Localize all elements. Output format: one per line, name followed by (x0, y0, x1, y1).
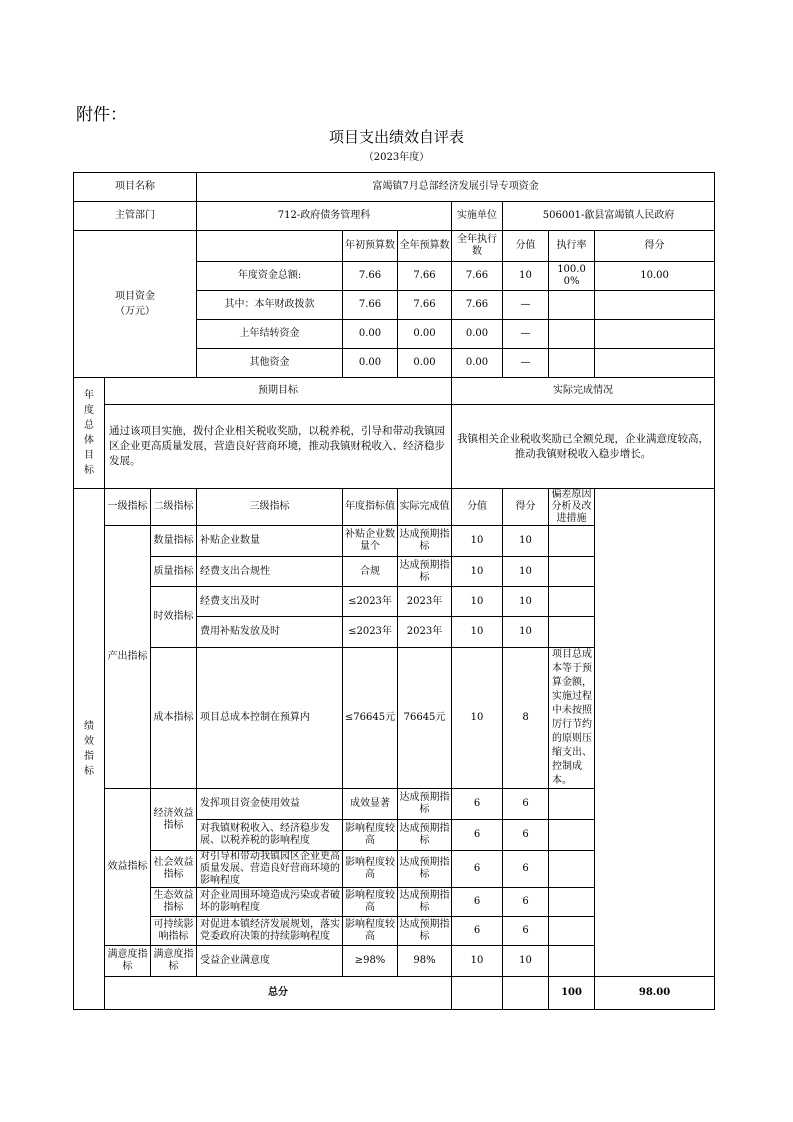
got-cell: 6 (503, 789, 549, 820)
dept-label: 主管部门 (74, 202, 197, 231)
actual-cell: 2023年 (398, 587, 452, 617)
funds-row-label: 上年结转资金 (197, 320, 343, 349)
actual-cell: 达成预期指标 (398, 888, 452, 917)
funds-row-label: 年度资金总额: (197, 262, 343, 291)
funds-header: 全年预算数 (398, 231, 452, 262)
dept-value: 712-政府债务管理科 (197, 202, 452, 231)
score-cell: 6 (452, 888, 503, 917)
l3-cell: 受益企业满意度 (197, 946, 343, 977)
project-name: 富竭镇7月总部经济发展引导专项资金 (197, 173, 715, 202)
l2-quantity: 数量指标 (151, 526, 197, 557)
attachment-label: 附件： (76, 105, 127, 125)
score-cell: 6 (452, 917, 503, 946)
funds-header: 全年执行数 (452, 231, 503, 262)
ind-header: 一级指标 (105, 489, 151, 526)
ind-header: 实际完成值 (398, 489, 452, 526)
funds-header: 得分 (595, 231, 715, 262)
reason-cell (549, 617, 595, 648)
got-cell: 6 (503, 888, 549, 917)
score-cell: 6 (452, 820, 503, 851)
l2-eco: 生态效益指标 (151, 888, 197, 917)
target-cell: 影响程度较高 (343, 820, 398, 851)
total-blank (452, 977, 503, 1010)
target-cell: 合规 (343, 557, 398, 587)
l2-satisfaction: 满意度指标 (151, 946, 197, 977)
got-cell: 6 (503, 820, 549, 851)
funds-cell: 100.00% (549, 262, 595, 291)
year-label: （2023年度） (363, 152, 430, 163)
total-got: 98.00 (595, 977, 715, 1010)
funds-cell: 0.00 (398, 320, 452, 349)
got-cell: 10 (503, 587, 549, 617)
l3-cell: 费用补贴发放及时 (197, 617, 343, 648)
actual-cell: 76645元 (398, 648, 452, 789)
funds-cell (549, 291, 595, 320)
reason-cell (549, 587, 595, 617)
target-cell: 补贴企业数量个 (343, 526, 398, 557)
funds-cell: — (503, 320, 549, 349)
score-cell: 6 (452, 789, 503, 820)
l3-cell: 经费支出合规性 (197, 557, 343, 587)
funds-header: 年初预算数 (343, 231, 398, 262)
funds-cell: 7.66 (343, 262, 398, 291)
target-cell: ≥98% (343, 946, 398, 977)
actual-cell: 达成预期指标 (398, 917, 452, 946)
total-blank (503, 977, 549, 1010)
funds-cell (595, 349, 715, 378)
ind-header: 得分 (503, 489, 549, 526)
got-cell: 10 (503, 946, 549, 977)
funds-row-label: 其中：本年财政拨款 (197, 291, 343, 320)
actual-cell: 98% (398, 946, 452, 977)
score-cell: 10 (452, 648, 503, 789)
goals-label: 年度总体目标 (74, 378, 105, 489)
ind-header: 分值 (452, 489, 503, 526)
funds-cell: 0.00 (343, 349, 398, 378)
funds-row-label: 其他资金 (197, 349, 343, 378)
funds-cell: 10 (503, 262, 549, 291)
reason-cell (549, 789, 595, 820)
l3-cell: 项目总成本控制在预算内 (197, 648, 343, 789)
indicators-label: 绩效指标 (74, 489, 105, 1010)
actual-result-text: 我镇相关企业税收奖励已全额兑现，企业满意度较高，推动我镇财税收入稳步增长。 (452, 405, 715, 489)
funds-cell: 7.66 (343, 291, 398, 320)
got-cell: 6 (503, 917, 549, 946)
self-evaluation-table (73, 172, 715, 1010)
reason-cell (549, 946, 595, 977)
ind-header: 偏差原因分析及改进措施 (549, 489, 595, 526)
score-cell: 10 (452, 946, 503, 977)
funds-cell: — (503, 349, 549, 378)
score-cell: 10 (452, 526, 503, 557)
l3-cell: 对引导和带动我镇园区企业更高质量发展、营造良好营商环境的影响程度 (197, 851, 343, 888)
score-cell: 10 (452, 617, 503, 648)
ind-header: 年度指标值 (343, 489, 398, 526)
got-cell: 10 (503, 526, 549, 557)
funds-header: 执行率 (549, 231, 595, 262)
page-title: 项目支出绩效自评表 (328, 128, 464, 146)
target-cell: ≤2023年 (343, 617, 398, 648)
target-cell: 影响程度较高 (343, 888, 398, 917)
funds-cell: 7.66 (398, 262, 452, 291)
l2-cost: 成本指标 (151, 648, 197, 789)
l2-economic: 经济效益指标 (151, 789, 197, 851)
expected-goal-text: 通过该项目实施，拨付企业相关税收奖励，以税养税，引导和带动我镇园区企业更高质量发展，营造良好营商环境，推动我镇财税收入、经济稳步发展。 (105, 405, 452, 489)
total-label: 总分 (105, 977, 452, 1010)
ind-header: 二级指标 (151, 489, 197, 526)
l2-time: 时效指标 (151, 587, 197, 648)
target-cell: 影响程度较高 (343, 917, 398, 946)
reason-cell (549, 557, 595, 587)
target-cell: ≤76645元 (343, 648, 398, 789)
project-name-label: 项目名称 (74, 173, 197, 202)
actual-cell: 达成预期指标 (398, 526, 452, 557)
actual-cell: 2023年 (398, 617, 452, 648)
funds-cell (549, 349, 595, 378)
funds-cell (595, 320, 715, 349)
funds-header: 分值 (503, 231, 549, 262)
l1-output: 产出指标 (105, 526, 151, 789)
funds-cell: 0.00 (343, 320, 398, 349)
reason-cell (549, 820, 595, 851)
funds-header-blank (197, 231, 343, 262)
actual-result-header: 实际完成情况 (452, 378, 715, 405)
l3-cell: 经费支出及时 (197, 587, 343, 617)
l3-cell: 补贴企业数量 (197, 526, 343, 557)
funds-cell: 0.00 (452, 320, 503, 349)
ind-header: 三级指标 (197, 489, 343, 526)
target-cell: 影响程度较高 (343, 851, 398, 888)
l3-cell: 对企业周围环境造成污染或者破坏的影响程度 (197, 888, 343, 917)
funds-cell: 0.00 (398, 349, 452, 378)
funds-cell: — (503, 291, 549, 320)
reason-cell (549, 917, 595, 946)
actual-cell: 达成预期指标 (398, 789, 452, 820)
l3-cell: 发挥项目资金使用效益 (197, 789, 343, 820)
actual-cell: 达成预期指标 (398, 851, 452, 888)
actual-cell: 达成预期指标 (398, 557, 452, 587)
impl-label: 实施单位 (452, 202, 503, 231)
l2-social: 社会效益指标 (151, 851, 197, 888)
funds-cell: 10.00 (595, 262, 715, 291)
l1-satisfaction: 满意度指标 (105, 946, 151, 977)
funds-cell: 0.00 (452, 349, 503, 378)
got-cell: 6 (503, 851, 549, 888)
funds-cell (549, 320, 595, 349)
got-cell: 8 (503, 648, 549, 789)
reason-cell: 项目总成本等于预算金额，实施过程中未按照厉行节约的原则压缩支出、控制成本。 (549, 648, 595, 789)
funds-cell (595, 291, 715, 320)
score-cell: 6 (452, 851, 503, 888)
expected-goal-header: 预期目标 (105, 378, 452, 405)
got-cell: 10 (503, 557, 549, 587)
l2-sustain: 可持续影响指标 (151, 917, 197, 946)
l2-quality: 质量指标 (151, 557, 197, 587)
target-cell: 成效显著 (343, 789, 398, 820)
total-score: 100 (549, 977, 595, 1010)
actual-cell: 达成预期指标 (398, 820, 452, 851)
l1-benefit: 效益指标 (105, 789, 151, 946)
reason-cell (549, 851, 595, 888)
funds-cell: 7.66 (398, 291, 452, 320)
score-cell: 10 (452, 587, 503, 617)
reason-cell (549, 888, 595, 917)
l3-cell: 对我镇财税收入、经济稳步发展、以税养税的影响程度 (197, 820, 343, 851)
impl-value: 506001-歙县富竭镇人民政府 (503, 202, 715, 231)
reason-cell (549, 526, 595, 557)
funds-cell: 7.66 (452, 262, 503, 291)
l3-cell: 对促进本镇经济发展规划，落实党委政府决策的持续影响程度 (197, 917, 343, 946)
funds-cell: 7.66 (452, 291, 503, 320)
target-cell: ≤2023年 (343, 587, 398, 617)
got-cell: 10 (503, 617, 549, 648)
score-cell: 10 (452, 557, 503, 587)
funds-label: 项目资金 （万元） (74, 231, 197, 378)
